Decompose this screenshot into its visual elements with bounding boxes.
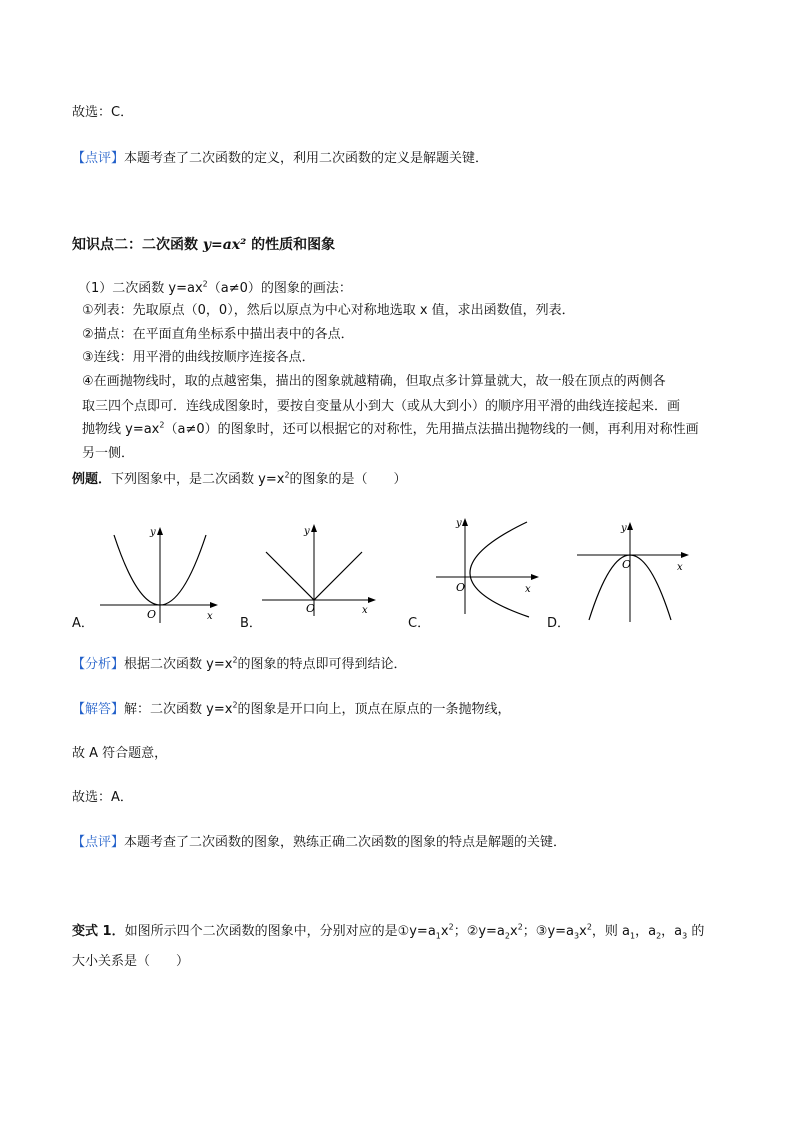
para-4: ③连线：用平滑的曲线按顺序连接各点． — [82, 350, 315, 365]
answer-line-2: 故 A 符合题意， — [72, 746, 168, 761]
variant-sub-6: 3 — [682, 931, 688, 941]
analysis-tag: 【分析】 — [72, 657, 125, 672]
graph-a — [100, 525, 225, 625]
graph-d-y-label: y — [621, 523, 627, 534]
section-title-formula: y=ax² — [202, 237, 247, 253]
graph-a-y-label: y — [150, 527, 156, 538]
option-d[interactable]: D． — [547, 616, 571, 631]
para-7-a: 抛物线 y=ax — [82, 422, 160, 437]
section-title — [72, 236, 335, 254]
variant-t2: x — [440, 924, 449, 939]
variant-sub-3: 3 — [574, 931, 580, 941]
option-b[interactable]: B． — [240, 616, 262, 631]
graph-a-x-arrow — [210, 602, 218, 608]
option-a[interactable]: A． — [72, 616, 94, 631]
example-tag: 例题． — [72, 472, 112, 487]
graph-d-x-arrow — [681, 552, 689, 558]
solution-comment-tag: 【点评】 — [72, 835, 125, 850]
answer-b: 的图象是开口向上，顶点在原点的一条抛物线， — [237, 702, 511, 717]
variant-sub-2: 2 — [504, 931, 510, 941]
graph-d-x-label: x — [677, 562, 683, 573]
graph-d-origin-label: O — [622, 558, 632, 571]
analysis-line — [72, 656, 407, 674]
graph-c-curve — [470, 522, 529, 617]
answer-sup: 2 — [232, 700, 238, 710]
option-c[interactable]: C． — [408, 616, 431, 631]
comment-text: 本题考查了二次函数的定义，利用二次函数的定义是解题关键． — [124, 151, 489, 166]
variant-sup-1: 2 — [448, 922, 454, 932]
example-text-b: 的图象的是（ ） — [289, 472, 407, 487]
variant-t10: 的 — [687, 924, 705, 939]
example-question — [72, 471, 407, 489]
para-7-b: （a≠0）的图象时，还可以根据它的对称性，先用描点法描出抛物线的一侧，再利用对称性画 — [164, 422, 699, 437]
variant-t4: x — [510, 924, 518, 939]
graph-b-y-arrow — [311, 524, 317, 532]
variant-sup-2: 2 — [517, 922, 523, 932]
variant-t3: ；②y=a — [453, 924, 505, 939]
para-1-a: （1）二次函数 y=ax — [78, 281, 203, 296]
variant-tag: 变式 1． — [72, 924, 125, 939]
answer-a: 解：二次函数 y=x — [124, 702, 233, 717]
variant-t8: ，a — [635, 924, 657, 939]
variant-t9: ，a — [661, 924, 683, 939]
graph-d-y-arrow — [627, 522, 633, 530]
answer-line: 故选：C． — [72, 105, 134, 120]
variant-sub-4: 1 — [630, 931, 636, 941]
variant-t5: ；③y=a — [522, 924, 575, 939]
solution-comment-line — [72, 834, 566, 852]
variant-t6: x — [579, 924, 587, 939]
variant-sub-5: 2 — [656, 931, 662, 941]
variant-text-a: 如图所示四个二次函数的图象中，分别对应的是①y=a — [124, 924, 436, 939]
graph-b-x-arrow — [368, 597, 376, 603]
variant-line-1 — [72, 923, 704, 941]
graph-b — [262, 520, 387, 620]
example-text-a: 下列图象中，是二次函数 y=x — [111, 472, 285, 487]
graph-c-x-arrow — [531, 574, 539, 580]
graph-b-x-label: x — [362, 605, 368, 616]
solution-comment-text: 本题考查了二次函数的图象，熟练正确二次函数的图象的特点是解题的关键． — [124, 835, 567, 850]
graph-d — [575, 518, 700, 628]
analysis-sup: 2 — [232, 655, 238, 665]
variant-sup-3: 2 — [586, 922, 592, 932]
analysis-b: 的图象的特点即可得到结论． — [237, 657, 407, 672]
comment-line — [72, 150, 488, 168]
section-title-suffix: 的性质和图象 — [246, 237, 336, 253]
graph-b-y-label: y — [304, 526, 310, 537]
para-1-b: （a≠0）的图象的画法： — [207, 281, 352, 296]
answer-line-3: 故选：A． — [72, 790, 133, 805]
variant-sub-1: 1 — [435, 931, 441, 941]
para-7 — [82, 421, 699, 439]
para-8: 另一侧． — [82, 446, 135, 461]
graph-a-y-arrow — [157, 527, 163, 535]
graph-c-origin-label: O — [456, 581, 466, 594]
para-1-sup: 2 — [202, 279, 208, 289]
graph-b-origin-label: O — [306, 602, 316, 615]
analysis-a: 根据二次函数 y=x — [124, 657, 233, 672]
section-title-prefix: 知识点二：二次函数 — [72, 237, 203, 253]
graph-c-svg — [432, 514, 557, 624]
example-sup: 2 — [284, 470, 290, 480]
graph-c-x-label: x — [525, 584, 531, 595]
graph-a-svg — [100, 525, 225, 625]
graph-d-svg — [575, 518, 700, 628]
graph-c-y-arrow — [462, 518, 468, 526]
para-2: ①列表：先取原点（0，0），然后以原点为中心对称地选取 x 值，求出函数值，列表． — [82, 303, 575, 318]
graph-a-x-label: x — [207, 611, 213, 622]
graph-c-y-label: y — [456, 518, 462, 529]
comment-tag: 【点评】 — [72, 151, 125, 166]
graph-b-svg — [262, 520, 387, 620]
para-3: ②描点：在平面直角坐标系中描出表中的各点． — [82, 327, 354, 342]
answer-detail-line — [72, 701, 511, 719]
para-6: 取三四个点即可．连线成图象时，要按自变量从小到大（或从大到小）的顺序用平滑的曲线连接起来．画 — [82, 399, 681, 414]
variant-line-2: 大小关系是（ ） — [72, 954, 190, 969]
graph-a-origin-label: O — [147, 608, 157, 621]
para-7-sup: 2 — [159, 420, 165, 430]
para-1 — [78, 280, 352, 298]
answer-tag: 【解答】 — [72, 702, 125, 717]
graph-c — [432, 514, 557, 624]
variant-t7: ，则 a — [591, 924, 631, 939]
para-5: ④在画抛物线时，取的点越密集，描出的图象就越精确，但取点多计算量就大，故一般在顶点的两侧各 — [82, 374, 666, 389]
